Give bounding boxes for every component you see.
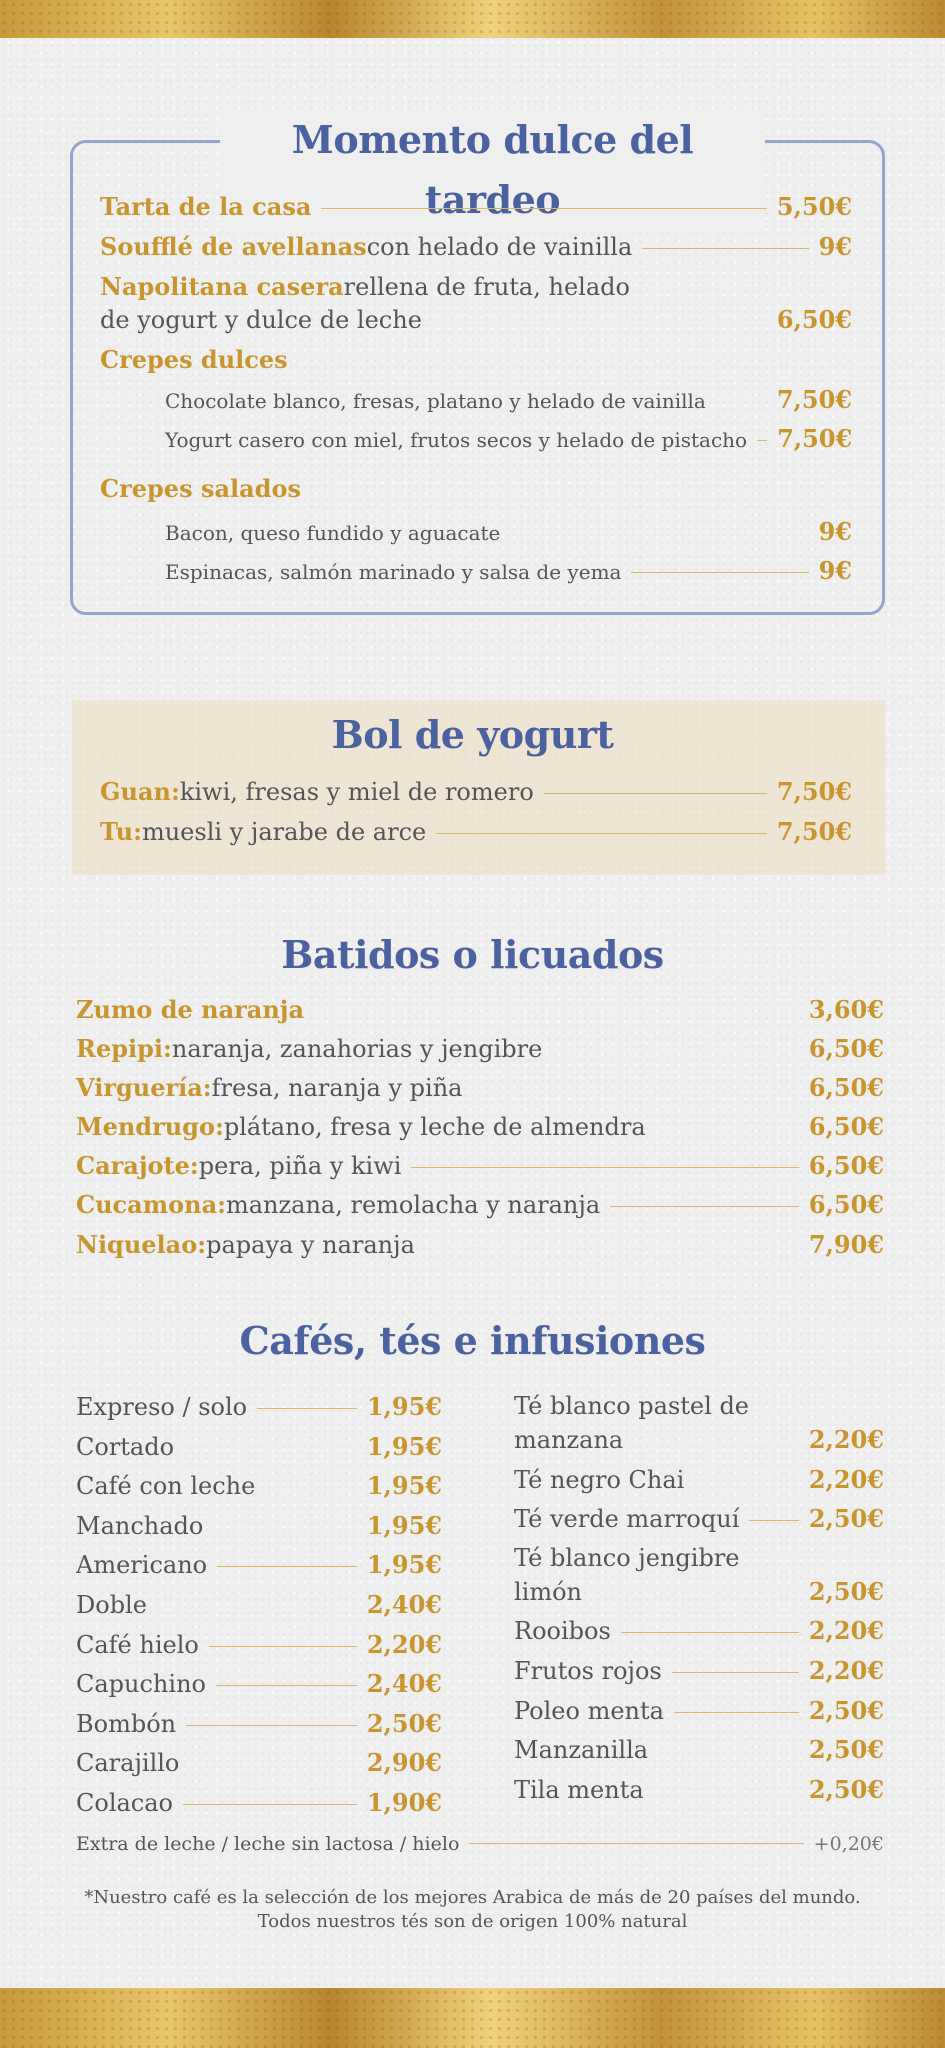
tea-item: Té verde marroquí 2,50€ <box>514 1504 884 1534</box>
tea-item: Rooibos 2,20€ <box>514 1616 884 1646</box>
dulce-title: Momento dulce del tardeo <box>220 110 765 230</box>
cafe-item: Expreso / solo 1,95€ <box>76 1392 442 1421</box>
cafe-item: Café hielo 2,20€ <box>76 1629 442 1659</box>
menu-item: Tu: muesli y jarabe de arce 7,50€ <box>100 817 852 846</box>
menu-subitem: Espinacas, salmón marinado y salsa de yema 9€ <box>165 556 852 585</box>
menu-item: Napolitana casera rellena de fruta, helado <box>100 272 630 301</box>
tea-item: Té negro Chai 2,20€ <box>514 1464 884 1494</box>
cafe-item: Bombón 2,50€ <box>76 1708 442 1738</box>
cafe-item: Café con leche 1,95€ <box>76 1471 442 1501</box>
menu-item: Zumo de naranja 3,60€ <box>76 995 884 1024</box>
tea-item-line2: limón 2,50€ <box>514 1576 884 1606</box>
footnote-coffee: *Nuestro café es la selección de los mejores Arabica de más de 20 países del mundo. <box>84 1887 861 1908</box>
menu-item: Soufflé de avellanas con helado de vainilla 9€ <box>100 232 852 261</box>
menu-item: Repipi: naranja, zanahorias y jengibre 6,50€ <box>76 1034 884 1063</box>
menu-item: Tarta de la casa 5,50€ <box>100 192 852 221</box>
tea-item-line2: manzana 2,20€ <box>514 1425 884 1454</box>
tea-item: Tila menta 2,50€ <box>514 1774 884 1804</box>
menu-subitem: Bacon, queso fundido y aguacate 9€ <box>165 517 852 546</box>
menu-item-line2: de yogurt y dulce de leche 6,50€ <box>100 305 852 334</box>
extra-line: Extra de leche / leche sin lactosa / hielo +0,20€ <box>76 1833 884 1855</box>
menu-subitem: Yogurt casero con miel, frutos secos y helado de pistacho 7,50€ <box>165 424 853 453</box>
cafes-title: Cafés, tés e infusiones <box>239 1318 706 1363</box>
cafe-item: Colacao 1,90€ <box>76 1788 442 1817</box>
crepes-salados-title: Crepes salados <box>100 474 301 503</box>
tea-item: Té blanco pastel de <box>514 1392 750 1420</box>
footnote-tea: Todos nuestros tés son de origen 100% natural <box>257 1911 688 1932</box>
batidos-title: Batidos o licuados <box>281 932 664 977</box>
cafe-item: Carajillo 2,90€ <box>76 1748 442 1778</box>
gold-border-top <box>0 0 945 38</box>
tea-item: Manzanilla 2,50€ <box>514 1735 884 1765</box>
gold-border-bottom <box>0 1988 945 2048</box>
menu-item: Guan: kiwi, fresas y miel de romero 7,50€ <box>100 777 852 806</box>
crepes-dulces-title: Crepes dulces <box>100 345 288 374</box>
menu-item: Virguería: fresa, naranja y piña 6,50€ <box>76 1073 884 1102</box>
menu-item: Cucamona: manzana, remolacha y naranja 6,50€ <box>76 1190 884 1219</box>
cafe-item: Americano 1,95€ <box>76 1550 442 1580</box>
cafe-item: Manchado 1,95€ <box>76 1510 442 1540</box>
menu-subitem: Chocolate blanco, fresas, platano y helado de vainilla 7,50€ <box>165 385 852 414</box>
yogurt-title: Bol de yogurt <box>331 712 614 757</box>
cafe-item: Capuchino 2,40€ <box>76 1669 442 1699</box>
cafe-item: Cortado 1,95€ <box>76 1431 442 1461</box>
tea-item: Té blanco jengibre <box>514 1543 740 1572</box>
menu-item: Mendrugo: plátano, fresa y leche de almendra 6,50€ <box>76 1112 884 1141</box>
menu-item: Carajote: pera, piña y kiwi 6,50€ <box>76 1151 884 1180</box>
tea-item: Poleo menta 2,50€ <box>514 1695 884 1725</box>
tea-item: Frutos rojos 2,20€ <box>514 1656 884 1685</box>
cafe-item: Doble 2,40€ <box>76 1590 442 1619</box>
menu-item: Niquelao: papaya y naranja 7,90€ <box>76 1230 884 1259</box>
